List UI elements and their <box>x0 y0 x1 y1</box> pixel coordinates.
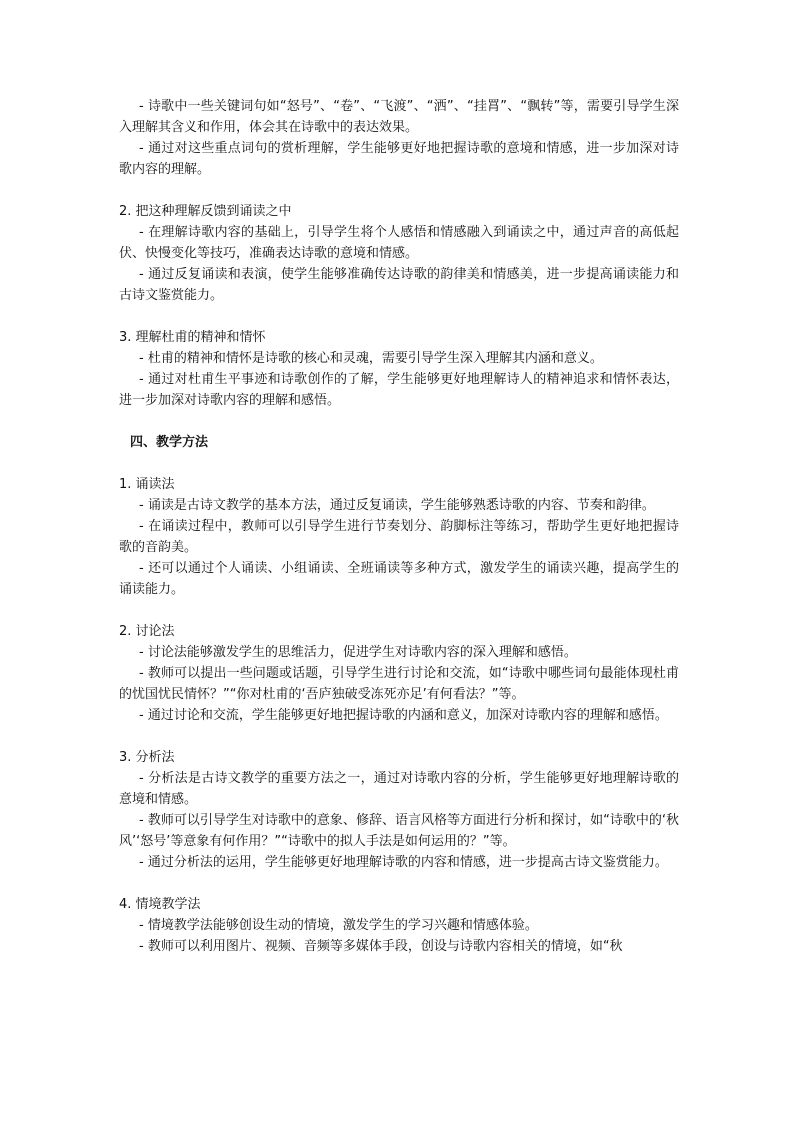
bullet-paragraph: - 教师可以利用图片、视频、音频等多媒体手段，创设与诗歌内容相关的情境，如“秋 <box>139 939 623 954</box>
numbered-heading: 4. 情境教学法 <box>119 897 201 912</box>
paragraph-gap <box>119 180 679 201</box>
bullet-paragraph: - 通过反复诵读和表演，使学生能够准确传达诗歌的韵律美和情感美，进一步提高诵读能力和古诗文鉴赏能力。 <box>119 267 679 303</box>
section-title: 四、教学方法 <box>130 435 209 450</box>
bullet-paragraph: - 诗歌中一些关键词句如“怒号”、“卷”、“飞渡”、“洒”、“挂罥”、“飘转”等，需要引导学生深入理解其含义和作用，体会其在诗歌中的表达效果。 <box>119 99 679 135</box>
bullet-paragraph: - 分析法是古诗文教学的重要方法之一，通过对诗歌内容的分析，学生能够更好地理解诗歌的意境和情感。 <box>119 771 679 807</box>
bullet-paragraph: - 杜甫的精神和情怀是诗歌的核心和灵魂，需要引导学生深入理解其内涵和意义。 <box>139 351 603 366</box>
bullet-paragraph: - 通过对杜甫生平事迹和诗歌创作的了解，学生能够更好地理解诗人的精神追求和情怀表达，进一步加深对诗歌内容的理解和感悟。 <box>119 372 679 408</box>
numbered-heading: 2. 把这种理解反馈到诵读之中 <box>119 204 292 219</box>
document-content <box>119 96 679 957</box>
numbered-heading: 3. 理解杜甫的精神和情怀 <box>119 330 266 345</box>
paragraph-gap <box>119 600 679 621</box>
bullet-paragraph: - 在诵读过程中，教师可以引导学生进行节奏划分、韵脚标注等练习，帮助学生更好地把握诗歌的音韵美。 <box>119 519 679 555</box>
bullet-paragraph: - 教师可以提出一些问题或话题，引导学生进行讨论和交流，如“诗歌中哪些词句最能体现杜甫的忧国忧民情怀？”“你对杜甫的‘吾庐独破受冻死亦足’有何看法？”等。 <box>119 666 679 702</box>
bullet-paragraph: - 通过对这些重点词句的赏析理解，学生能够更好地把握诗歌的意境和情感，进一步加深对诗歌内容的理解。 <box>119 141 679 177</box>
numbered-heading: 2. 讨论法 <box>119 624 175 639</box>
bullet-paragraph: - 还可以通过个人诵读、小组诵读、全班诵读等多种方式，激发学生的诵读兴趣，提高学生的诵读能力。 <box>119 561 679 597</box>
bullet-paragraph: - 情境教学法能够创设生动的情境，激发学生的学习兴趣和情感体验。 <box>139 918 538 933</box>
bullet-paragraph: - 在理解诗歌内容的基础上，引导学生将个人感悟和情感融入到诵读之中，通过声音的高低起伏、快慢变化等技巧，准确表达诗歌的意境和情感。 <box>119 225 679 261</box>
bullet-paragraph: - 通过讨论和交流，学生能够更好地把握诗歌的内涵和意义，加深对诗歌内容的理解和感悟。 <box>139 708 668 723</box>
paragraph-gap <box>119 306 679 327</box>
bullet-paragraph: - 教师可以引导学生对诗歌中的意象、修辞、语言风格等方面进行分析和探讨，如“诗歌中的‘秋风’‘怒号’等意象有何作用？”“诗歌中的拟人手法是如何运用的？”等。 <box>119 813 679 849</box>
numbered-heading: 3. 分析法 <box>119 750 175 765</box>
paragraph-gap <box>119 453 679 474</box>
bullet-paragraph: - 诵读是古诗文教学的基本方法，通过反复诵读，学生能够熟悉诗歌的内容、节奏和韵律。 <box>139 498 655 513</box>
bullet-paragraph: - 讨论法能够激发学生的思维活力，促进学生对诗歌内容的深入理解和感悟。 <box>139 645 577 660</box>
paragraph-gap <box>119 726 679 747</box>
bullet-paragraph: - 通过分析法的运用，学生能够更好地理解诗歌的内容和情感，进一步提高古诗文鉴赏能力。 <box>139 855 668 870</box>
numbered-heading: 1. 诵读法 <box>119 477 175 492</box>
paragraph-gap <box>119 873 679 894</box>
paragraph-gap <box>119 411 679 432</box>
